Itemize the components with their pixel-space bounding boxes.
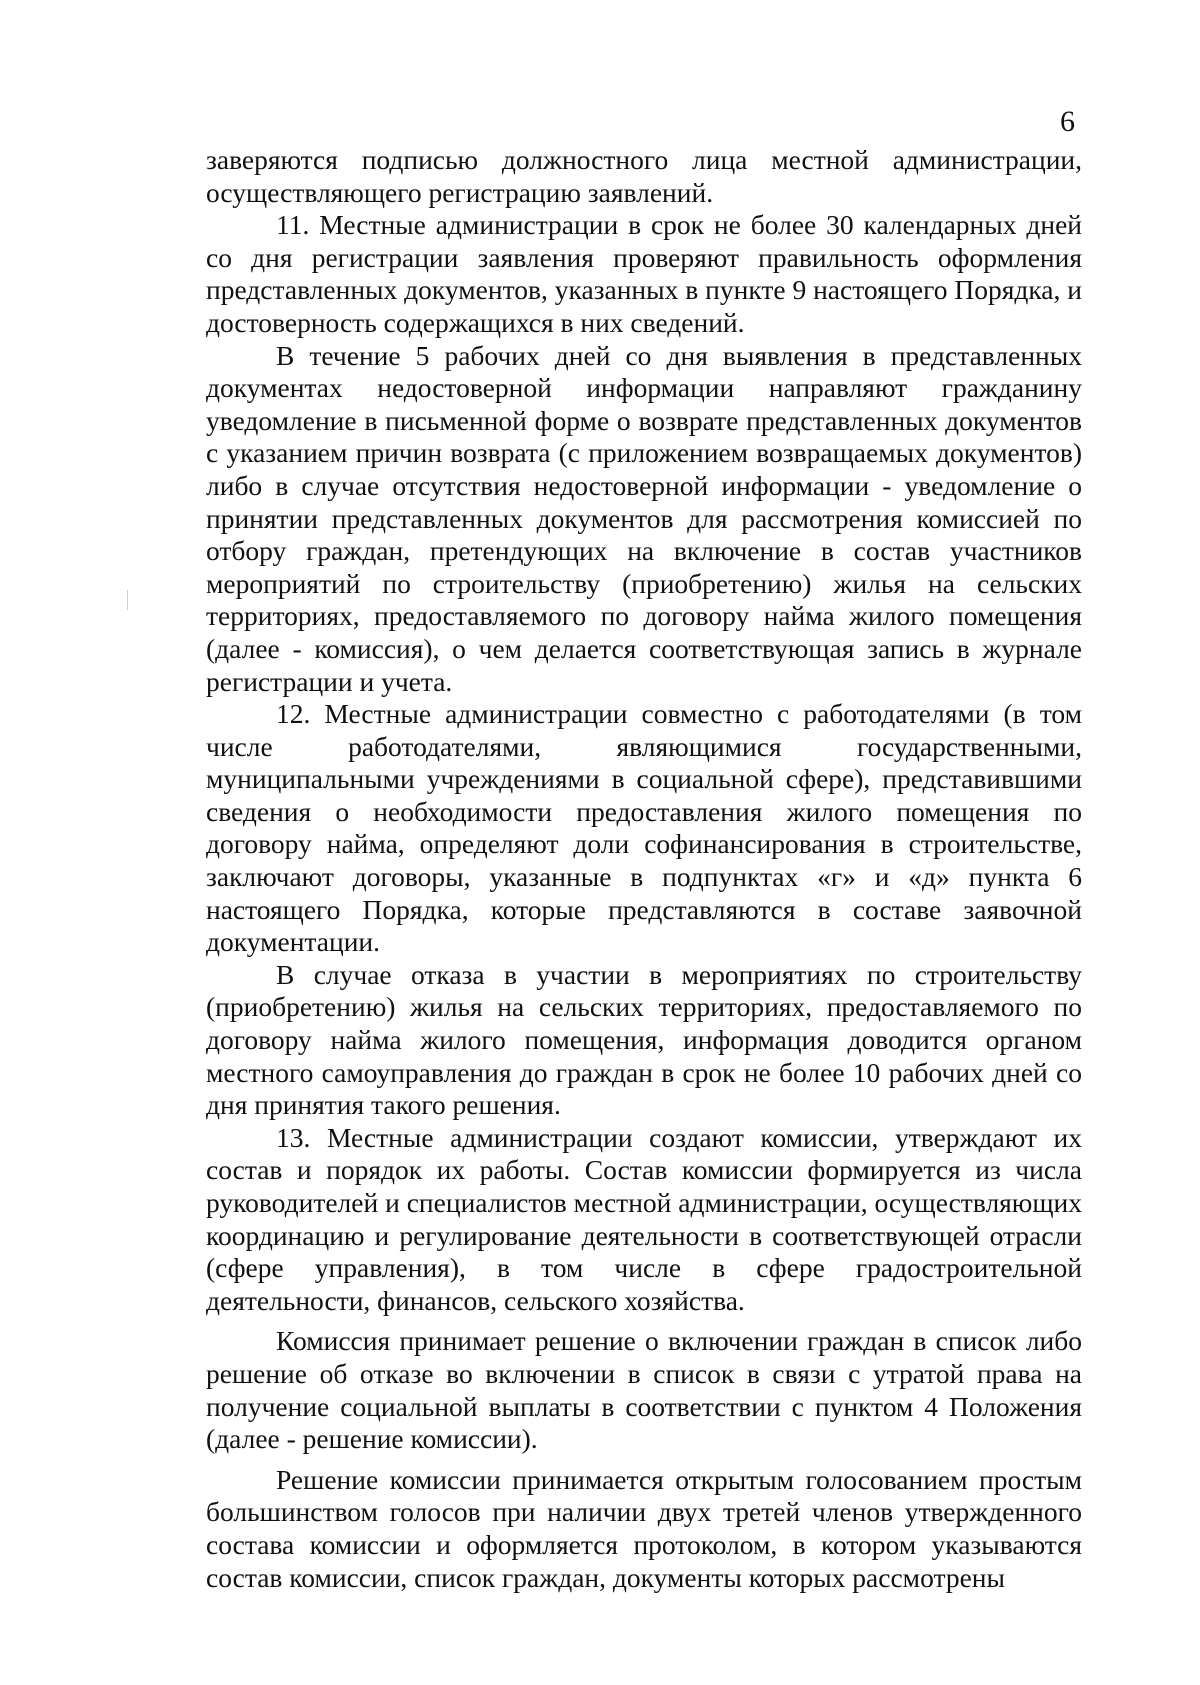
paragraph-item-11: 11. Местные администрации в срок не более 30 календарных дней со дня регистрации заявления проверяют правильность оформления представленных документов, указанных в пункте 9 настоящего Порядка, и достоверность содержащихся в них сведений. — [206, 209, 1082, 338]
paragraph-item-12: 12. Местные администрации совместно с работодателями (в том числе работодателями, являющимися государственными, муниципальными учреждениями в социальной сфере), представившими сведения о необходимости предоставления жилого помещения по договору найма, определяют доли софинансирования в строительстве, заключают договоры, указанные в подпунктах «г» и «д» пункта 6 настоящего Порядка, которые представляются в составе заявочной документации. — [206, 698, 1082, 958]
paragraph-commission-decision: Комиссия принимает решение о включении граждан в список либо решение об отказе во включении в список в связи с утратой права на получение социальной выплаты в соответствии с пунктом 4 Положения (далее - решение комиссии). — [206, 1325, 1082, 1455]
paragraph-continuation: заверяются подписью должностного лица местной администрации, осуществляющего регистрацию заявлений. — [206, 144, 1082, 208]
paragraph-notification: В течение 5 рабочих дней со дня выявления в представленных документах недостоверной информации направляют гражданину уведомление в письменной форме о возврате представленных документов с указанием причин возврата (с приложением возвращаемых документов) либо в случае отсутствия недостоверной информации - уведомление о принятии представленных документов для рассмотрения комиссией по отбору граждан, претендующих на включение в состав участников мероприятий по строительству (приобретению) жилья на сельских территориях, предоставляемого по договору найма жилого помещения (далее - комиссия), о чем делается соответствующая запись в журнале регистрации и учета. — [206, 339, 1082, 697]
paragraph-item-13: 13. Местные администрации создают комиссии, утверждают их состав и порядок их работы. Состав комиссии формируется из числа руководителей и специалистов местной администрации, осуществляющих координацию и регулирование деятельности в соответствующей отрасли (сфере управления), в том числе в сфере градостроительной деятельности, финансов, сельского хозяйства. — [206, 1121, 1082, 1316]
scan-artifact-mark — [127, 590, 128, 610]
paragraph-refusal: В случае отказа в участии в мероприятиях по строительству (приобретению) жилья на сельских территориях, предоставляемого по договору найма жилого помещения, информация доводится органом местного самоуправления до граждан в срок не более 10 рабочих дней со дня принятия такого решения. — [206, 958, 1082, 1121]
paragraph-voting: Решение комиссии принимается открытым голосованием простым большинством голосов при наличии двух третей членов утвержденного состава комиссии и оформляется протоколом, в котором указываются состав комиссии, список граждан, документы которых рассмотрены — [206, 1463, 1082, 1593]
page-number: 6 — [1060, 105, 1075, 138]
document-body — [206, 144, 1082, 1594]
